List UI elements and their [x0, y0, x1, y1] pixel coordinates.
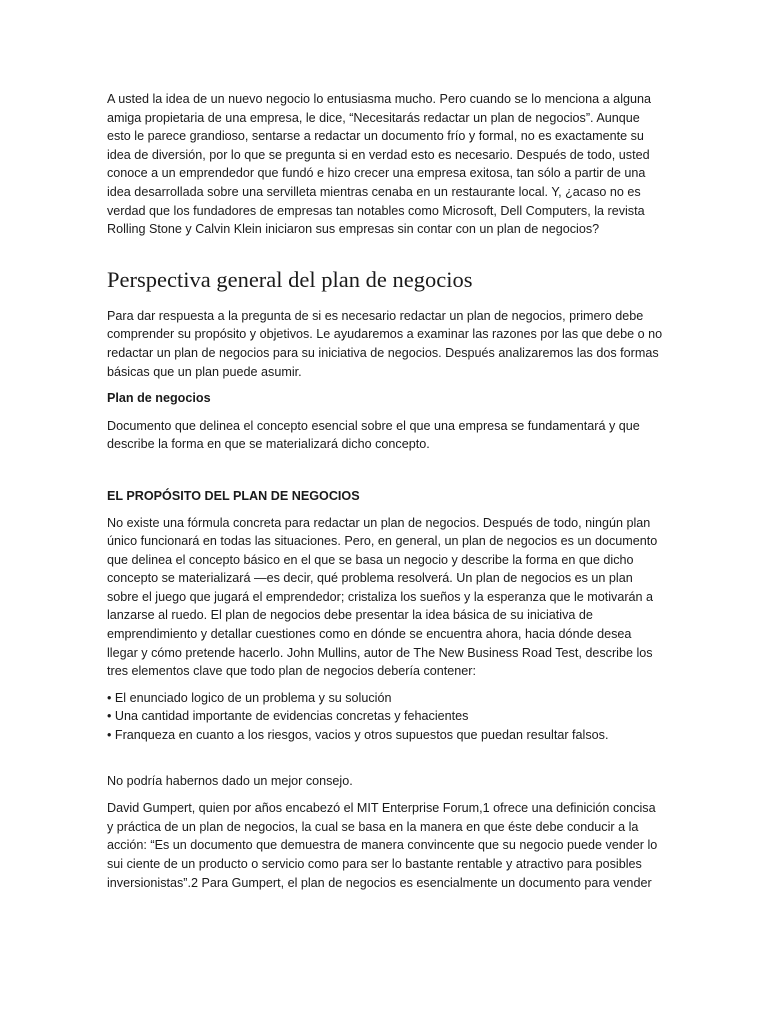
advice-paragraph: No podría habernos dado un mejor consejo.: [107, 773, 353, 788]
definition-text: Documento que delinea el concepto esencial sobre el que una empresa se fundamentará y que describe la forma en que se materializará dicho concepto.: [107, 418, 640, 452]
list-item: • Una cantidad importante de evidencias concretas y fehacientes: [107, 709, 469, 724]
definition-term: Plan de negocios: [107, 391, 211, 406]
section-title-overview: Perspectiva general del plan de negocios: [107, 266, 473, 292]
key-elements-list: [107, 689, 663, 745]
gumpert-paragraph: David Gumpert, quien por años encabezó el MIT Enterprise Forum,1 ofrece una definición concisa y práctica de un plan de negocios, la cual se basa en la manera en que éste debe conducir a la acción: “Es un documento que demuestra de manera convincente que su negocio puede vender lo sui ciente de un producto o servicio como para ser lo bastante rentable y atractivo para posibles inversionistas”.2 Para Gumpert, el plan de negocios es esencialmente un documento para vender: [107, 801, 658, 890]
purpose-paragraph: No existe una fórmula concreta para redactar un plan de negocios. Después de todo, ningún plan único funcionará en todas las situaciones. Pero, en general, un plan de negocios es un documento que delinea el concepto básico en el que se basa un negocio y describe la forma en que dicho concepto se materializará —es decir, qué problema resolverá. Un plan de negocios es un plan sobre el juego que jugará el emprendedor; cristaliza los sueños y la esperanza que le motivarán a lanzarse al ruedo. El plan de negocios debe presentar la idea básica de su iniciativa de emprendimiento y detallar cuestiones como en dónde se encuentra ahora, hacia dónde desea llegar y cómo pretende hacerlo. John Mullins, autor de The New Business Road Test, describe los tres elementos clave que todo plan de negocios debería contener:: [107, 515, 658, 679]
list-item: • El enunciado logico de un problema y su solución: [107, 690, 392, 705]
section-title-purpose: EL PROPÓSITO DEL PLAN DE NEGOCIOS: [107, 488, 360, 503]
overview-paragraph: Para dar respuesta a la pregunta de si es necesario redactar un plan de negocios, primero debe comprender su propósito y objetivos. Le ayudaremos a examinar las razones por las que debe o no redactar un plan de negocios para su iniciativa de negocios. Después analizaremos las dos formas básicas que un plan puede asumir.: [107, 308, 663, 379]
intro-paragraph: A usted la idea de un nuevo negocio lo entusiasma mucho. Pero cuando se lo menciona a alguna amiga propietaria de una empresa, le dice, “Necesitarás redactar un plan de negocios”. Aunque esto le parece grandioso, sentarse a redactar un documento frío y formal, no es exactamente su idea de diversión, por lo que se pregunta si en verdad esto es necesario. Después de todo, usted conoce a un emprendedor que fundó e hizo crecer una empresa exitosa, tan sólo a partir de una idea desarrollada sobre una servilleta mientras cenaba en un restaurante local. Y, ¿acaso no es verdad que los fundadores de empresas tan notables como Microsoft, Dell Computers, la revista Rolling Stone y Calvin Klein iniciaron sus empresas sin contar con un plan de negocios?: [107, 92, 652, 237]
document-page: [107, 90, 663, 892]
list-item: • Franqueza en cuanto a los riesgos, vacios y otros supuestos que puedan resultar falsos.: [107, 728, 609, 743]
